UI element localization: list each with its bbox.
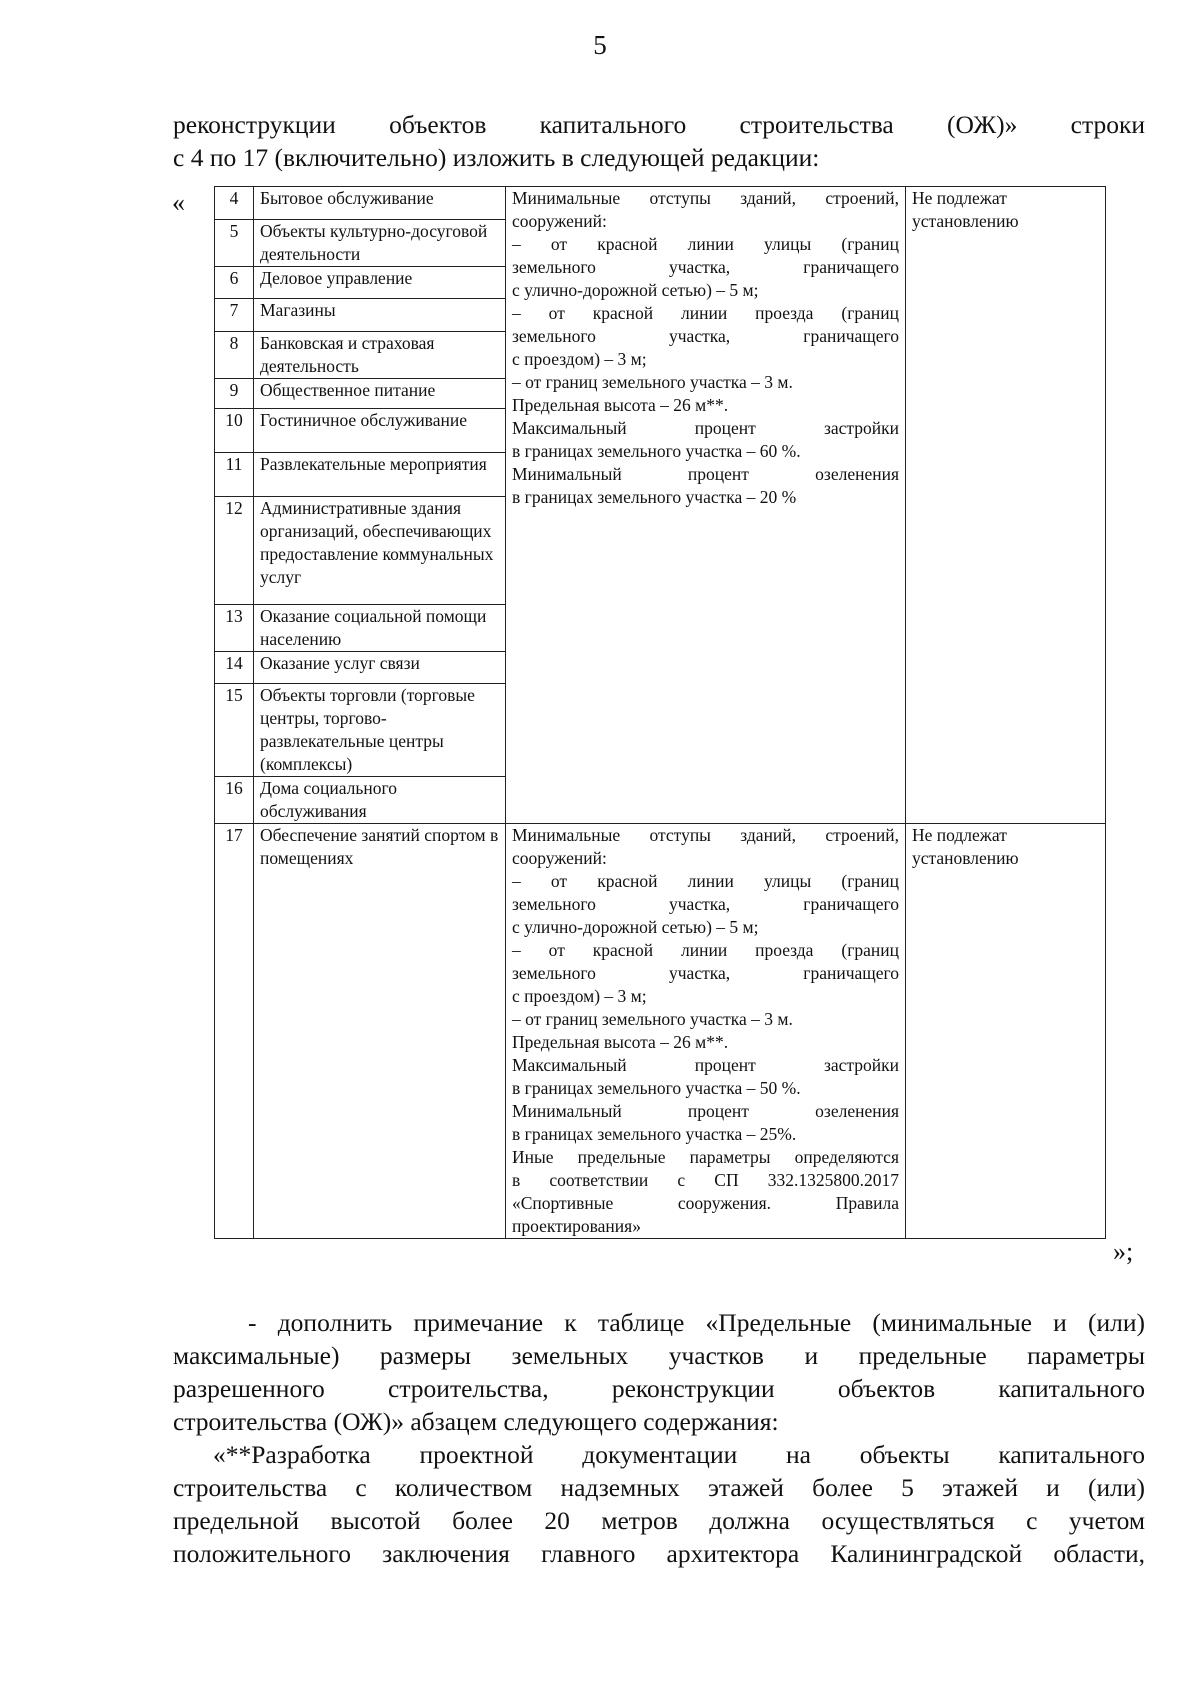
row-name: Оказание социальной помощи населению xyxy=(254,605,506,652)
intro-line-1: реконструкции объектов капитального строительства (ОЖ)» строки xyxy=(173,110,1145,139)
row-number: 11 xyxy=(215,453,254,497)
row-name: Общественное питание xyxy=(254,379,506,409)
row-name: Развлекательные мероприятия xyxy=(254,453,506,497)
table-row xyxy=(215,824,1106,1239)
param-line: Максимальный процент застройки xyxy=(512,418,899,438)
row-number: 6 xyxy=(215,267,254,299)
param-line: Минимальный процент озеленения xyxy=(512,464,899,484)
note-p2-line: «**Разработка проектной документации на объекты капитального xyxy=(213,1440,1145,1469)
row-number: 17 xyxy=(215,824,254,1239)
param-line: земельного участка, граничащего xyxy=(512,257,899,277)
row-number: 10 xyxy=(215,409,254,453)
regulations-table xyxy=(214,186,1106,1239)
param-line: – от красной линии улицы (границ xyxy=(512,871,899,891)
row-number: 12 xyxy=(215,497,254,605)
note-p2-line: строительства с количеством надземных этажей более 5 этажей и (или) xyxy=(173,1473,1145,1502)
param-line: с проездом) – 3 м; xyxy=(512,349,647,369)
param-line: Предельная высота – 26 м**. xyxy=(512,395,729,415)
note-p1-line: строительства (ОЖ)» абзацем следующего содержания: xyxy=(173,1407,779,1436)
param-line: Минимальные отступы зданий, строений, xyxy=(512,825,899,845)
params-group-2 xyxy=(506,824,906,1239)
row-name: Дома социального обслуживания xyxy=(254,777,506,824)
param-line: Минимальные отступы зданий, строений, xyxy=(512,188,899,208)
size-group-1: Не подлежат установлению xyxy=(906,187,1106,824)
note-paragraph-2 xyxy=(173,1438,1145,1570)
row-name: Гостиничное обслуживание xyxy=(254,409,506,453)
size-group-2: Не подлежат установлению xyxy=(906,824,1106,1239)
param-line: Предельная высота – 26 м**. xyxy=(512,1032,729,1052)
param-line: сооружений: xyxy=(512,211,607,231)
row-name: Обеспечение занятий спортом в помещениях xyxy=(254,824,506,1239)
param-line: с улично-дорожной сетью) – 5 м; xyxy=(512,917,759,937)
note-p2-line: положительного заключения главного архитектора Калининградской области, xyxy=(173,1539,1145,1568)
param-line: в границах земельного участка – 60 %. xyxy=(512,441,801,461)
row-name: Деловое управление xyxy=(254,267,506,299)
row-name: Магазины xyxy=(254,299,506,332)
row-number: 8 xyxy=(215,332,254,379)
note-p1-line: разрешенного строительства, реконструкции объектов капитального xyxy=(173,1374,1145,1403)
close-quote: »; xyxy=(1113,1237,1134,1266)
open-quote: « xyxy=(172,188,185,217)
row-number: 16 xyxy=(215,777,254,824)
param-line: «Спортивные сооружения. Правила xyxy=(512,1193,899,1213)
note-p1-line: максимальные) размеры земельных участков и предельные параметры xyxy=(173,1341,1145,1370)
param-line: с проездом) – 3 м; xyxy=(512,986,647,1006)
row-name: Бытовое обслуживание xyxy=(254,187,506,220)
param-line: – от границ земельного участка – 3 м. xyxy=(512,372,793,392)
param-line: – от красной линии улицы (границ xyxy=(512,234,899,254)
row-number: 14 xyxy=(215,652,254,684)
row-name: Административные здания организаций, обеспечивающих предоставление коммунальных услуг xyxy=(254,497,506,605)
row-number: 4 xyxy=(215,187,254,220)
param-line: проектирования» xyxy=(512,1216,641,1236)
param-line: – от красной линии проезда (границ xyxy=(512,303,899,323)
param-line: с улично-дорожной сетью) – 5 м; xyxy=(512,280,759,300)
note-paragraph-1 xyxy=(173,1306,1145,1438)
param-line: Иные предельные параметры определяются xyxy=(512,1147,899,1167)
row-number: 9 xyxy=(215,379,254,409)
note-p2-line: предельной высотой более 20 метров должна осуществляться с учетом xyxy=(173,1506,1145,1535)
table-row xyxy=(215,187,1106,220)
row-number: 5 xyxy=(215,220,254,267)
row-number: 13 xyxy=(215,605,254,652)
note-p1-line: - дополнить примечание к таблице «Предельные (минимальные и (или) xyxy=(248,1308,1145,1337)
param-line: – от красной линии проезда (границ xyxy=(512,940,899,960)
row-name: Объекты торговли (торговые центры, торгово-развлекательные центры (комплексы) xyxy=(254,684,506,777)
page-number: 5 xyxy=(593,30,607,60)
param-line: – от границ земельного участка – 3 м. xyxy=(512,1009,793,1029)
row-name: Оказание услуг связи xyxy=(254,652,506,684)
param-line: в границах земельного участка – 50 %. xyxy=(512,1078,801,1098)
params-group-1 xyxy=(506,187,906,824)
param-line: в соответствии с СП 332.1325800.2017 xyxy=(512,1170,899,1190)
param-line: сооружений: xyxy=(512,848,607,868)
param-line: в границах земельного участка – 25%. xyxy=(512,1124,797,1144)
param-line: Минимальный процент озеленения xyxy=(512,1101,899,1121)
param-line: земельного участка, граничащего xyxy=(512,963,899,983)
row-number: 7 xyxy=(215,299,254,332)
param-line: в границах земельного участка – 20 % xyxy=(512,487,797,507)
row-number: 15 xyxy=(215,684,254,777)
row-name: Объекты культурно-досуговой деятельности xyxy=(254,220,506,267)
note-section xyxy=(173,1306,1145,1570)
param-line: земельного участка, граничащего xyxy=(512,894,899,914)
row-name: Банковская и страховая деятельность xyxy=(254,332,506,379)
param-line: Максимальный процент застройки xyxy=(512,1055,899,1075)
intro-paragraph xyxy=(173,108,1145,174)
intro-line-2: с 4 по 17 (включительно) изложить в следующей редакции: xyxy=(173,143,820,172)
param-line: земельного участка, граничащего xyxy=(512,326,899,346)
